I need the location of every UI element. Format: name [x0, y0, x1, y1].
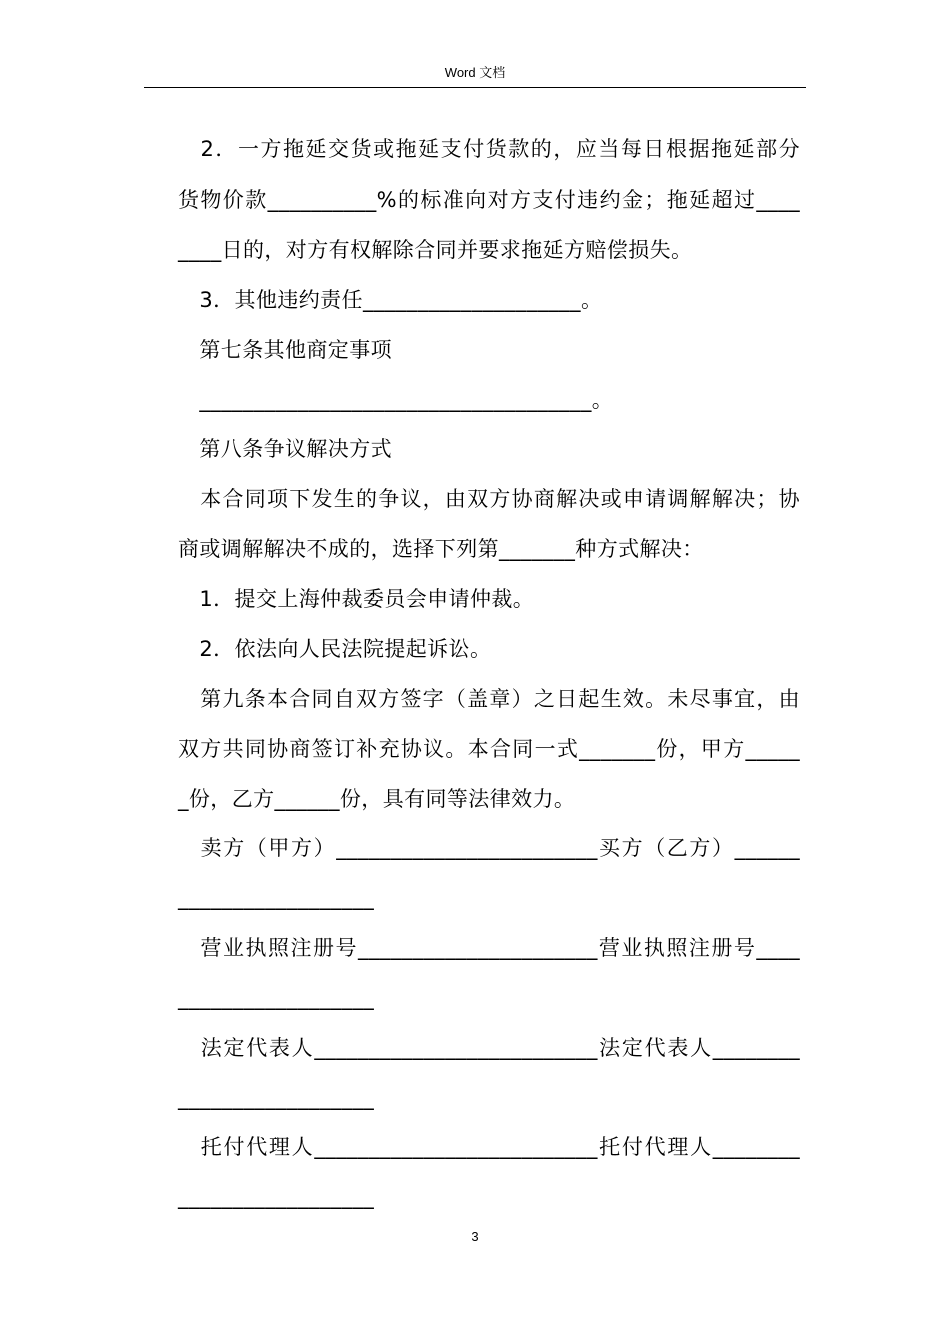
- text-line: 3．其他违约责任____________________。: [178, 288, 603, 312]
- text-line: 2．一方拖延交货或拖延支付货款的，应当每日根据拖延部分: [178, 137, 800, 161]
- text-line: 本合同项下发生的争议，由双方协商解决或申请调解解决；协: [178, 487, 800, 511]
- text-line: 第九条本合同自双方签字（盖章）之日起生效。未尽事宜，由: [178, 687, 800, 711]
- signature-line: __________________: [178, 1185, 375, 1209]
- section-heading: 第七条其他商定事项: [178, 338, 392, 362]
- header-rule: [144, 87, 806, 88]
- text-line: ____________________________________。: [178, 388, 614, 412]
- signature-line: __________________: [178, 986, 375, 1010]
- section-heading: 第八条争议解决方式: [178, 437, 392, 461]
- signature-line: __________________: [178, 886, 375, 910]
- signature-line: 营业执照注册号______________________营业执照注册号____: [178, 936, 800, 960]
- text-line: 2．依法向人民法院提起诉讼。: [178, 637, 492, 661]
- text-line: 商或调解解决不成的，选择下列第_______种方式解决：: [178, 537, 704, 561]
- signature-line: 托付代理人__________________________托付代理人________: [178, 1135, 800, 1159]
- text-line: 双方共同协商签订补充协议。本合同一式_______份，甲方_____: [178, 737, 800, 761]
- signature-line: 卖方（甲方）________________________买方（乙方）______: [178, 836, 800, 860]
- page-number: 3: [471, 1229, 479, 1244]
- signature-line: 法定代表人__________________________法定代表人________: [178, 1036, 800, 1060]
- text-line: 1．提交上海仲裁委员会申请仲裁。: [178, 587, 535, 611]
- text-line: _份，乙方______份，具有同等法律效力。: [178, 787, 576, 811]
- text-line: ____日的，对方有权解除合同并要求拖延方赔偿损失。: [178, 238, 693, 262]
- text-line: 货物价款__________%的标准向对方支付违约金；拖延超过____: [178, 188, 800, 212]
- signature-line: __________________: [178, 1086, 375, 1110]
- page-header: Word 文档: [444, 65, 506, 80]
